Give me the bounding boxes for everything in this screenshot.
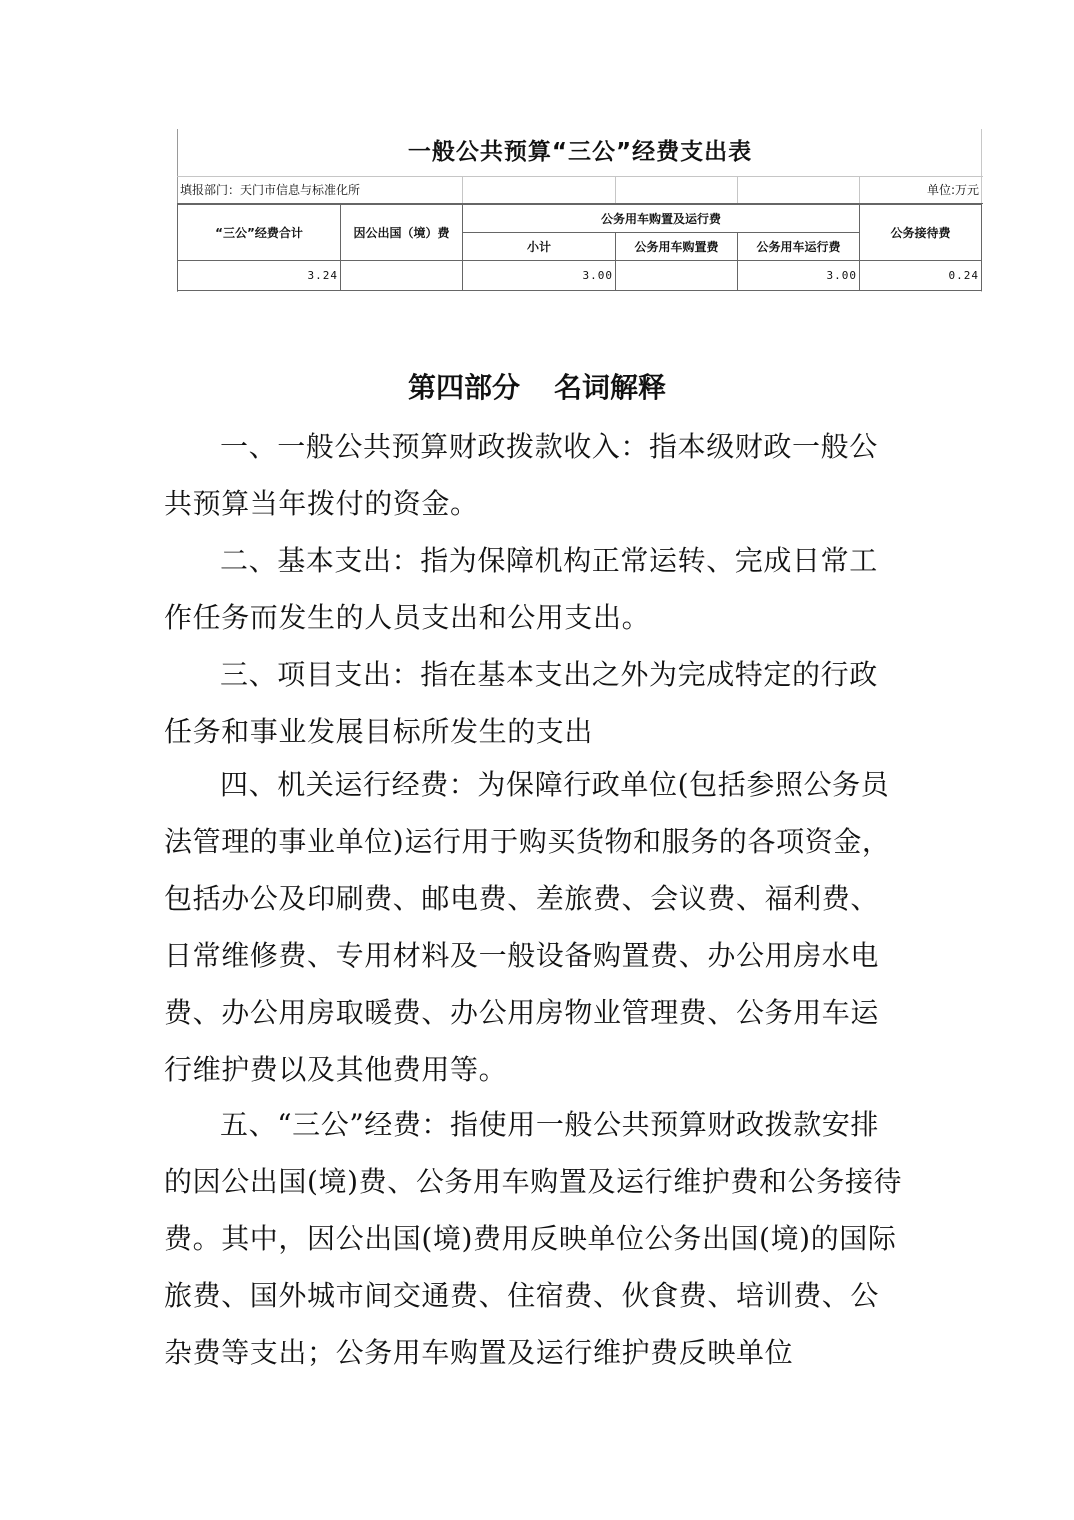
glossary-paragraph: 五、“三公”经费：指使用一般公共预算财政拨款安排的因公出国(境)费、公务用车购置及运行维护费和公务接待费。其中，因公出国(境)费用反映单位公务出国(境)的国际旅费、国外城市间交通费、住宿费、伙食费、培训费、公杂费等支出；公务用车购置及运行维护费反映单位 [164, 1108, 903, 1369]
value-reception: 0.24 [860, 261, 982, 291]
header-vehicle-group: 公务用车购置及运行费 [463, 205, 860, 233]
table-row [178, 261, 982, 291]
glossary-paragraph: 二、基本支出：指为保障机构正常运转、完成日常工作任务而发生的人员支出和公用支出。 [164, 544, 878, 634]
three-public-expense-table [177, 129, 983, 292]
value-subtotal: 3.00 [463, 261, 616, 291]
glossary-paragraph: 四、机关运行经费：为保障行政单位(包括参照公务员法管理的事业单位)运行用于购买货物和服务的各项资金，包括办公及印刷费、邮电费、差旅费、会议费、福利费、日常维修费、专用材料及一般设备购置费、办公用房水电费、办公用房取暖费、办公用房物业管理费、公务用车运行维护费以及其他费用等。 [164, 768, 891, 1086]
department-label: 填报部门：天门市信息与标准化所 [180, 183, 361, 197]
value-vehicle-operation: 3.00 [738, 261, 860, 291]
header-subtotal: 小计 [463, 233, 616, 261]
glossary-paragraph: 三、项目支出：指在基本支出之外为完成特定的行政任务和事业发展目标所发生的支出 [164, 658, 878, 748]
table-header-row [178, 205, 982, 233]
glossary-paragraph: 一、一般公共预算财政拨款收入：指本级财政一般公共预算当年拨付的资金。 [164, 430, 878, 520]
info-divider [462, 177, 463, 203]
header-vehicle-operation: 公务用车运行费 [738, 233, 860, 261]
budget-table [177, 204, 982, 291]
section-name-label: 名词解释 [554, 371, 667, 404]
info-divider [737, 177, 738, 203]
table-info-row [177, 176, 983, 204]
header-abroad: 因公出国（境）费 [341, 205, 463, 261]
header-total: “三公”经费合计 [178, 205, 341, 261]
section-title [0, 368, 1074, 408]
section-part-label: 第四部分 [407, 371, 520, 404]
info-divider [615, 177, 616, 203]
info-divider [859, 177, 860, 203]
unit-label: 单位:万元 [926, 183, 979, 197]
value-total: 3.24 [178, 261, 341, 291]
value-abroad [341, 261, 463, 291]
header-vehicle-purchase: 公务用车购置费 [616, 233, 738, 261]
table-title: 一般公共预算“三公”经费支出表 [407, 139, 753, 165]
value-vehicle-purchase [616, 261, 738, 291]
header-reception: 公务接待费 [860, 205, 982, 261]
